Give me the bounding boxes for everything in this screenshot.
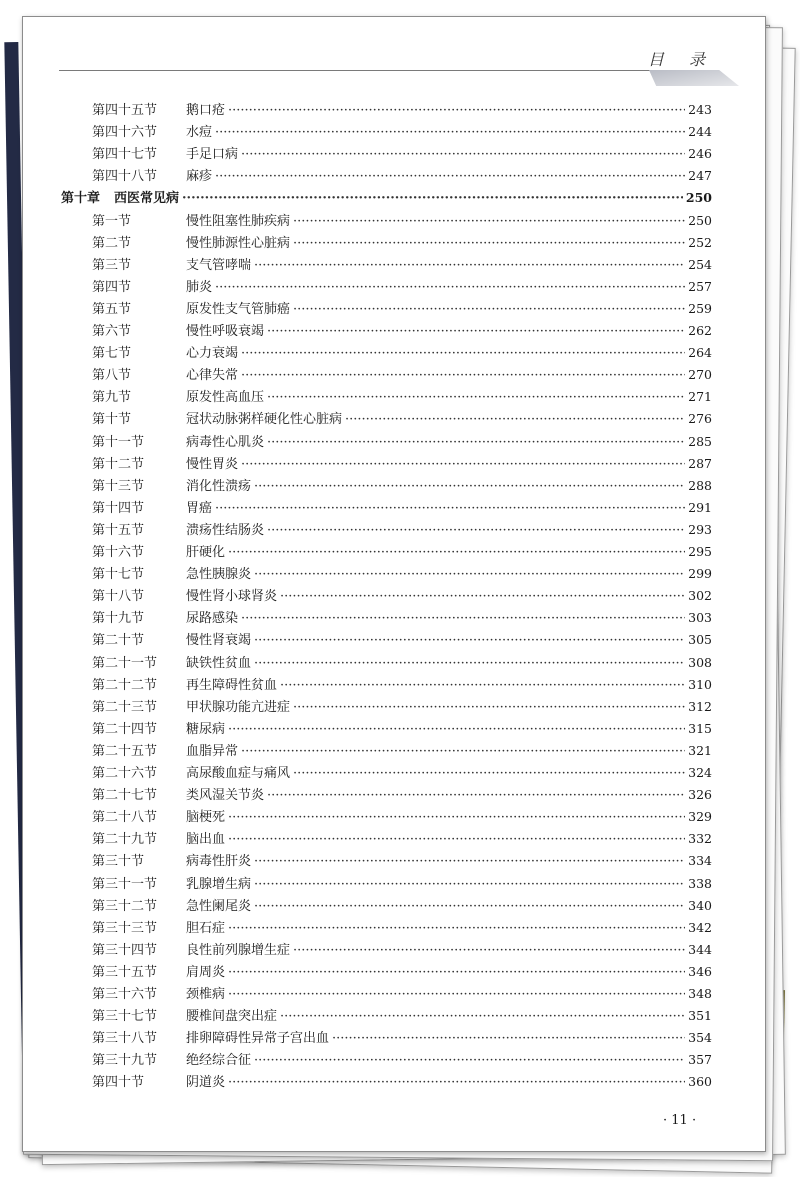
toc-entry-number: 第二十九节	[92, 832, 158, 848]
dot-leader	[254, 630, 685, 652]
dot-leader	[228, 719, 685, 741]
toc-entry-page: 271	[688, 389, 712, 405]
toc-entry-page: 305	[688, 632, 712, 648]
toc-section-entry[interactable]	[92, 983, 712, 1005]
toc-entry-title: 胃癌	[186, 500, 213, 516]
toc-entry-page: 244	[688, 124, 712, 140]
toc-entry-title: 支气管哮喘	[186, 257, 252, 273]
toc-entry-page: 293	[688, 521, 712, 537]
toc-entry-page: 332	[688, 831, 712, 847]
toc-entry-page: 250	[688, 212, 712, 228]
toc-entry-number: 第十节	[92, 412, 132, 428]
toc-section-entry[interactable]	[92, 961, 712, 983]
toc-entry-number: 第十七节	[92, 567, 145, 583]
toc-section-entry[interactable]	[92, 364, 712, 386]
toc-entry-number: 第三十三节	[92, 920, 158, 936]
toc-entry-title: 腰椎间盘突出症	[186, 1009, 278, 1025]
toc-entry-page: 324	[688, 765, 712, 780]
toc-entry-number: 第十四节	[92, 500, 145, 516]
toc-entry-number: 第十九节	[92, 611, 145, 627]
toc-entry-title: 肝硬化	[186, 545, 226, 560]
toc-entry-page: 326	[688, 787, 712, 803]
dot-leader	[280, 1006, 685, 1028]
toc-entry-number: 第三十五节	[92, 964, 158, 980]
toc-entry-page: 250	[685, 190, 712, 206]
toc-entry-title: 类风湿关节炎	[186, 788, 265, 804]
toc-entry-number: 第十八节	[92, 589, 145, 605]
toc-entry-page: 354	[688, 1030, 712, 1046]
toc-entry-page: 338	[688, 875, 712, 891]
toc-section-entry[interactable]	[92, 475, 712, 497]
toc-entry-title: 水痘	[186, 125, 213, 141]
toc-entry-number: 第八节	[92, 368, 132, 384]
toc-entry-page: 247	[688, 168, 712, 184]
toc-entry-number: 第四十节	[92, 1075, 145, 1091]
toc-section-entry[interactable]	[92, 652, 712, 674]
toc-entry-title: 原发性支气管肺癌	[186, 301, 291, 317]
dot-leader	[254, 476, 685, 498]
dot-leader	[267, 520, 685, 542]
toc-entry-number: 第二十五节	[92, 743, 158, 759]
toc-entry-number: 第二十节	[92, 633, 145, 649]
toc-entry-number: 第二十一节	[92, 655, 158, 671]
toc-entry-number: 第三十六节	[92, 987, 158, 1002]
toc-entry-page: 264	[688, 345, 712, 361]
dot-leader	[228, 807, 685, 829]
dot-leader	[241, 144, 685, 166]
toc-entry-page: 321	[688, 742, 712, 758]
toc-section-entry[interactable]	[92, 210, 712, 232]
toc-entry-title: 缺铁性贫血	[186, 655, 252, 671]
toc-entry-title: 慢性肾小球肾炎	[186, 589, 278, 605]
toc-entry-title: 肺炎	[186, 279, 213, 295]
toc-entry-title: 西医常见病	[114, 191, 180, 207]
dot-leader	[215, 498, 685, 520]
dot-leader	[332, 1028, 685, 1050]
toc-entry-page: 348	[688, 986, 712, 1001]
toc-section-entry[interactable]	[92, 276, 712, 298]
dot-leader	[254, 255, 685, 277]
toc-entry-page: 312	[688, 698, 712, 714]
toc-section-entry[interactable]	[92, 519, 712, 541]
toc-entry-number: 第十章	[61, 191, 101, 207]
toc-section-entry[interactable]	[92, 806, 712, 828]
dot-leader	[345, 409, 685, 431]
dot-leader	[293, 299, 685, 321]
toc-entry-title: 排卵障碍性异常子宫出血	[186, 1031, 330, 1047]
dot-leader	[228, 962, 685, 984]
toc-entry-title: 鹅口疮	[186, 103, 226, 118]
toc-entry-title: 慢性胃炎	[186, 456, 239, 472]
dot-leader	[241, 343, 685, 365]
toc-entry-page: 357	[688, 1052, 712, 1068]
dot-leader	[215, 277, 685, 299]
toc-section-entry[interactable]	[92, 762, 712, 784]
dot-leader	[215, 122, 685, 144]
dot-leader	[241, 454, 685, 476]
toc-entry-page: 259	[688, 300, 712, 316]
dot-leader	[293, 763, 685, 785]
toc-section-entry[interactable]	[92, 1027, 712, 1049]
dot-leader	[280, 675, 685, 697]
toc-entry-title: 胆石症	[186, 920, 226, 936]
dot-leader	[228, 984, 685, 1006]
toc-entry-page: 360	[688, 1074, 712, 1090]
toc-page	[22, 16, 766, 1152]
toc-section-entry[interactable]	[92, 629, 712, 651]
dot-leader	[241, 608, 685, 630]
toc-entry-page: 257	[688, 278, 712, 294]
toc-section-entry[interactable]	[92, 607, 712, 629]
dot-leader	[215, 166, 685, 188]
toc-entry-number: 第二十八节	[92, 810, 158, 826]
dot-leader	[293, 211, 685, 233]
toc-entry-title: 阴道炎	[186, 1075, 226, 1091]
toc-entry-number: 第五节	[92, 301, 132, 317]
toc-section-entry[interactable]	[92, 696, 712, 718]
toc-entry-page: 342	[688, 919, 712, 935]
toc-entry-title: 乳腺增生病	[186, 876, 252, 892]
toc-entry-page: 303	[688, 610, 712, 626]
dot-leader	[228, 1072, 685, 1094]
toc-section-entry[interactable]	[92, 1005, 712, 1027]
dot-leader	[280, 586, 685, 608]
toc-entry-number: 第三十七节	[92, 1009, 158, 1025]
toc-section-entry[interactable]	[92, 585, 712, 607]
toc-entry-number: 第三十二节	[92, 898, 158, 914]
toc-entry-title: 急性胰腺炎	[186, 567, 252, 583]
toc-entry-title: 脑梗死	[186, 810, 226, 826]
toc-section-entry[interactable]	[92, 453, 712, 475]
toc-entry-page: 351	[688, 1008, 712, 1024]
toc-entry-page: 295	[688, 544, 712, 559]
toc-entry-title: 麻疹	[186, 169, 213, 185]
dot-leader	[254, 851, 685, 873]
toc-entry-number: 第四十五节	[92, 103, 158, 118]
toc-section-entry[interactable]	[92, 563, 712, 585]
dot-leader	[254, 874, 685, 896]
dot-leader	[241, 741, 685, 763]
toc-entry-number: 第二十三节	[92, 699, 158, 715]
toc-entry-page: 287	[688, 455, 712, 471]
toc-entry-title: 冠状动脉粥样硬化性心脏病	[186, 412, 343, 428]
toc-entry-number: 第四十六节	[92, 125, 158, 141]
toc-entry-number: 第二十六节	[92, 766, 158, 781]
toc-section-entry[interactable]	[92, 917, 712, 939]
toc-entry-number: 第二十四节	[92, 721, 158, 737]
toc-entry-page: 252	[688, 234, 712, 250]
dot-leader	[293, 233, 685, 255]
toc-entry-number: 第三十一节	[92, 876, 158, 892]
toc-entry-number: 第二十二节	[92, 677, 158, 693]
toc-entry-page: 310	[688, 676, 712, 692]
dot-leader	[267, 785, 685, 807]
header-decoration	[649, 70, 739, 86]
toc-entry-title: 脑出血	[186, 832, 226, 848]
dot-leader	[254, 564, 685, 586]
toc-entry-title: 高尿酸血症与痛风	[186, 766, 291, 781]
toc-entry-page: 346	[688, 963, 712, 979]
toc-entry-page: 246	[688, 146, 712, 162]
header-rule	[59, 70, 709, 71]
toc-section-entry[interactable]	[92, 497, 712, 519]
dot-leader	[228, 542, 685, 564]
toc-entry-number: 第十三节	[92, 478, 145, 494]
toc-section-entry[interactable]	[92, 740, 712, 762]
toc-section-entry[interactable]	[92, 873, 712, 895]
toc-entry-page: 308	[688, 654, 712, 670]
toc-entry-title: 肩周炎	[186, 964, 226, 980]
toc-section-entry[interactable]	[92, 121, 712, 143]
toc-entry-title: 慢性肺源性心脏病	[186, 235, 291, 251]
toc-entry-number: 第三十九节	[92, 1053, 158, 1069]
toc-entry-page: 334	[688, 853, 712, 869]
toc-entry-page: 340	[688, 897, 712, 913]
toc-entry-page: 254	[688, 256, 712, 272]
dot-leader	[228, 100, 685, 122]
toc-entry-title: 心力衰竭	[186, 346, 239, 362]
page-header-title: 目 录	[647, 50, 715, 69]
toc-entry-number: 第九节	[92, 390, 132, 406]
toc-entry-title: 良性前列腺增生症	[186, 942, 291, 958]
toc-section-entry[interactable]	[92, 431, 712, 453]
dot-leader	[267, 432, 685, 454]
toc-entry-page: 243	[688, 102, 712, 117]
toc-section-entry[interactable]	[92, 718, 712, 740]
page-number: · 11 ·	[663, 1113, 697, 1128]
toc-entry-title: 消化性溃疡	[186, 478, 252, 494]
toc-entry-title: 溃疡性结肠炎	[186, 522, 265, 538]
dot-leader	[228, 829, 685, 851]
toc-entry-page: 291	[688, 499, 712, 515]
toc-section-entry[interactable]	[92, 895, 712, 917]
toc-entry-page: 276	[688, 411, 712, 427]
toc-entry-page: 288	[688, 477, 712, 493]
toc-entry-number: 第三节	[92, 257, 132, 273]
toc-entry-number: 第三十节	[92, 854, 145, 870]
toc-entry-page: 285	[688, 433, 712, 449]
toc-section-entry[interactable]	[92, 165, 712, 187]
toc-entry-number: 第四十七节	[92, 147, 158, 163]
toc-entry-number: 第十一节	[92, 434, 145, 450]
toc-entry-number: 第十二节	[92, 456, 145, 472]
toc-section-entry[interactable]	[92, 320, 712, 342]
dot-leader	[182, 188, 683, 210]
toc-entry-title: 手足口病	[186, 147, 239, 163]
toc-section-entry[interactable]	[92, 784, 712, 806]
toc-entry-page: 262	[688, 323, 712, 338]
toc-entry-title: 绝经综合征	[186, 1053, 252, 1069]
dot-leader	[228, 918, 685, 940]
toc-entry-number: 第十五节	[92, 522, 145, 538]
toc-entry-number: 第三十四节	[92, 942, 158, 958]
toc-entry-number: 第六节	[92, 324, 132, 339]
toc-entry-title: 病毒性心肌炎	[186, 434, 265, 450]
toc-entry-title: 慢性呼吸衰竭	[186, 324, 265, 339]
toc-entry-number: 第十六节	[92, 545, 145, 560]
toc-entry-title: 原发性高血压	[186, 390, 265, 406]
toc-entry-title: 慢性阻塞性肺疾病	[186, 213, 291, 229]
toc-section-entry[interactable]	[92, 143, 712, 165]
toc-section-entry[interactable]	[92, 1049, 712, 1071]
toc-entry-page: 302	[688, 588, 712, 604]
toc-section-entry[interactable]	[92, 408, 712, 430]
toc-entry-title: 甲状腺功能亢进症	[186, 699, 291, 715]
toc-entry-title: 再生障碍性贫血	[186, 677, 278, 693]
toc-entry-title: 血脂异常	[186, 743, 239, 759]
toc-entry-number: 第二节	[92, 235, 132, 251]
dot-leader	[267, 321, 685, 343]
toc-entry-page: 299	[688, 566, 712, 582]
toc-entry-page: 270	[688, 367, 712, 383]
toc-entry-title: 急性阑尾炎	[186, 898, 252, 914]
toc-section-entry[interactable]	[92, 541, 712, 563]
toc-section-entry[interactable]	[92, 850, 712, 872]
toc-entry-number: 第一节	[92, 213, 132, 229]
dot-leader	[267, 387, 685, 409]
toc-section-entry[interactable]	[92, 674, 712, 696]
toc-section-entry[interactable]	[92, 342, 712, 364]
dot-leader	[293, 940, 685, 962]
toc-section-entry[interactable]	[92, 99, 712, 121]
toc-section-entry[interactable]	[92, 232, 712, 254]
toc-entry-title: 心律失常	[186, 368, 239, 384]
toc-entry-title: 病毒性肝炎	[186, 854, 252, 870]
toc-entry-title: 糖尿病	[186, 721, 226, 737]
toc-section-entry[interactable]	[92, 386, 712, 408]
toc-entry-title: 尿路感染	[186, 611, 239, 627]
toc-section-entry[interactable]	[92, 254, 712, 276]
toc-section-entry[interactable]	[92, 1071, 712, 1093]
toc-entry-page: 344	[688, 941, 712, 957]
toc-entry-title: 慢性肾衰竭	[186, 633, 252, 649]
toc-entry-number: 第四节	[92, 279, 132, 295]
toc-entry-title: 颈椎病	[186, 987, 226, 1002]
toc-entry-page: 315	[688, 720, 712, 736]
toc-chapter-entry[interactable]	[61, 187, 712, 209]
toc-entry-number: 第七节	[92, 346, 132, 362]
toc-section-entry[interactable]	[92, 298, 712, 320]
toc-section-entry[interactable]	[92, 939, 712, 961]
dot-leader	[254, 896, 685, 918]
toc-section-entry[interactable]	[92, 828, 712, 850]
dot-leader	[293, 697, 685, 719]
toc-entry-number: 第四十八节	[92, 169, 158, 185]
dot-leader	[254, 653, 685, 675]
toc-entry-number: 第三十八节	[92, 1031, 158, 1047]
dot-leader	[254, 1050, 685, 1072]
toc-entry-number: 第二十七节	[92, 788, 158, 804]
toc-entry-page: 329	[688, 809, 712, 825]
dot-leader	[241, 365, 685, 387]
